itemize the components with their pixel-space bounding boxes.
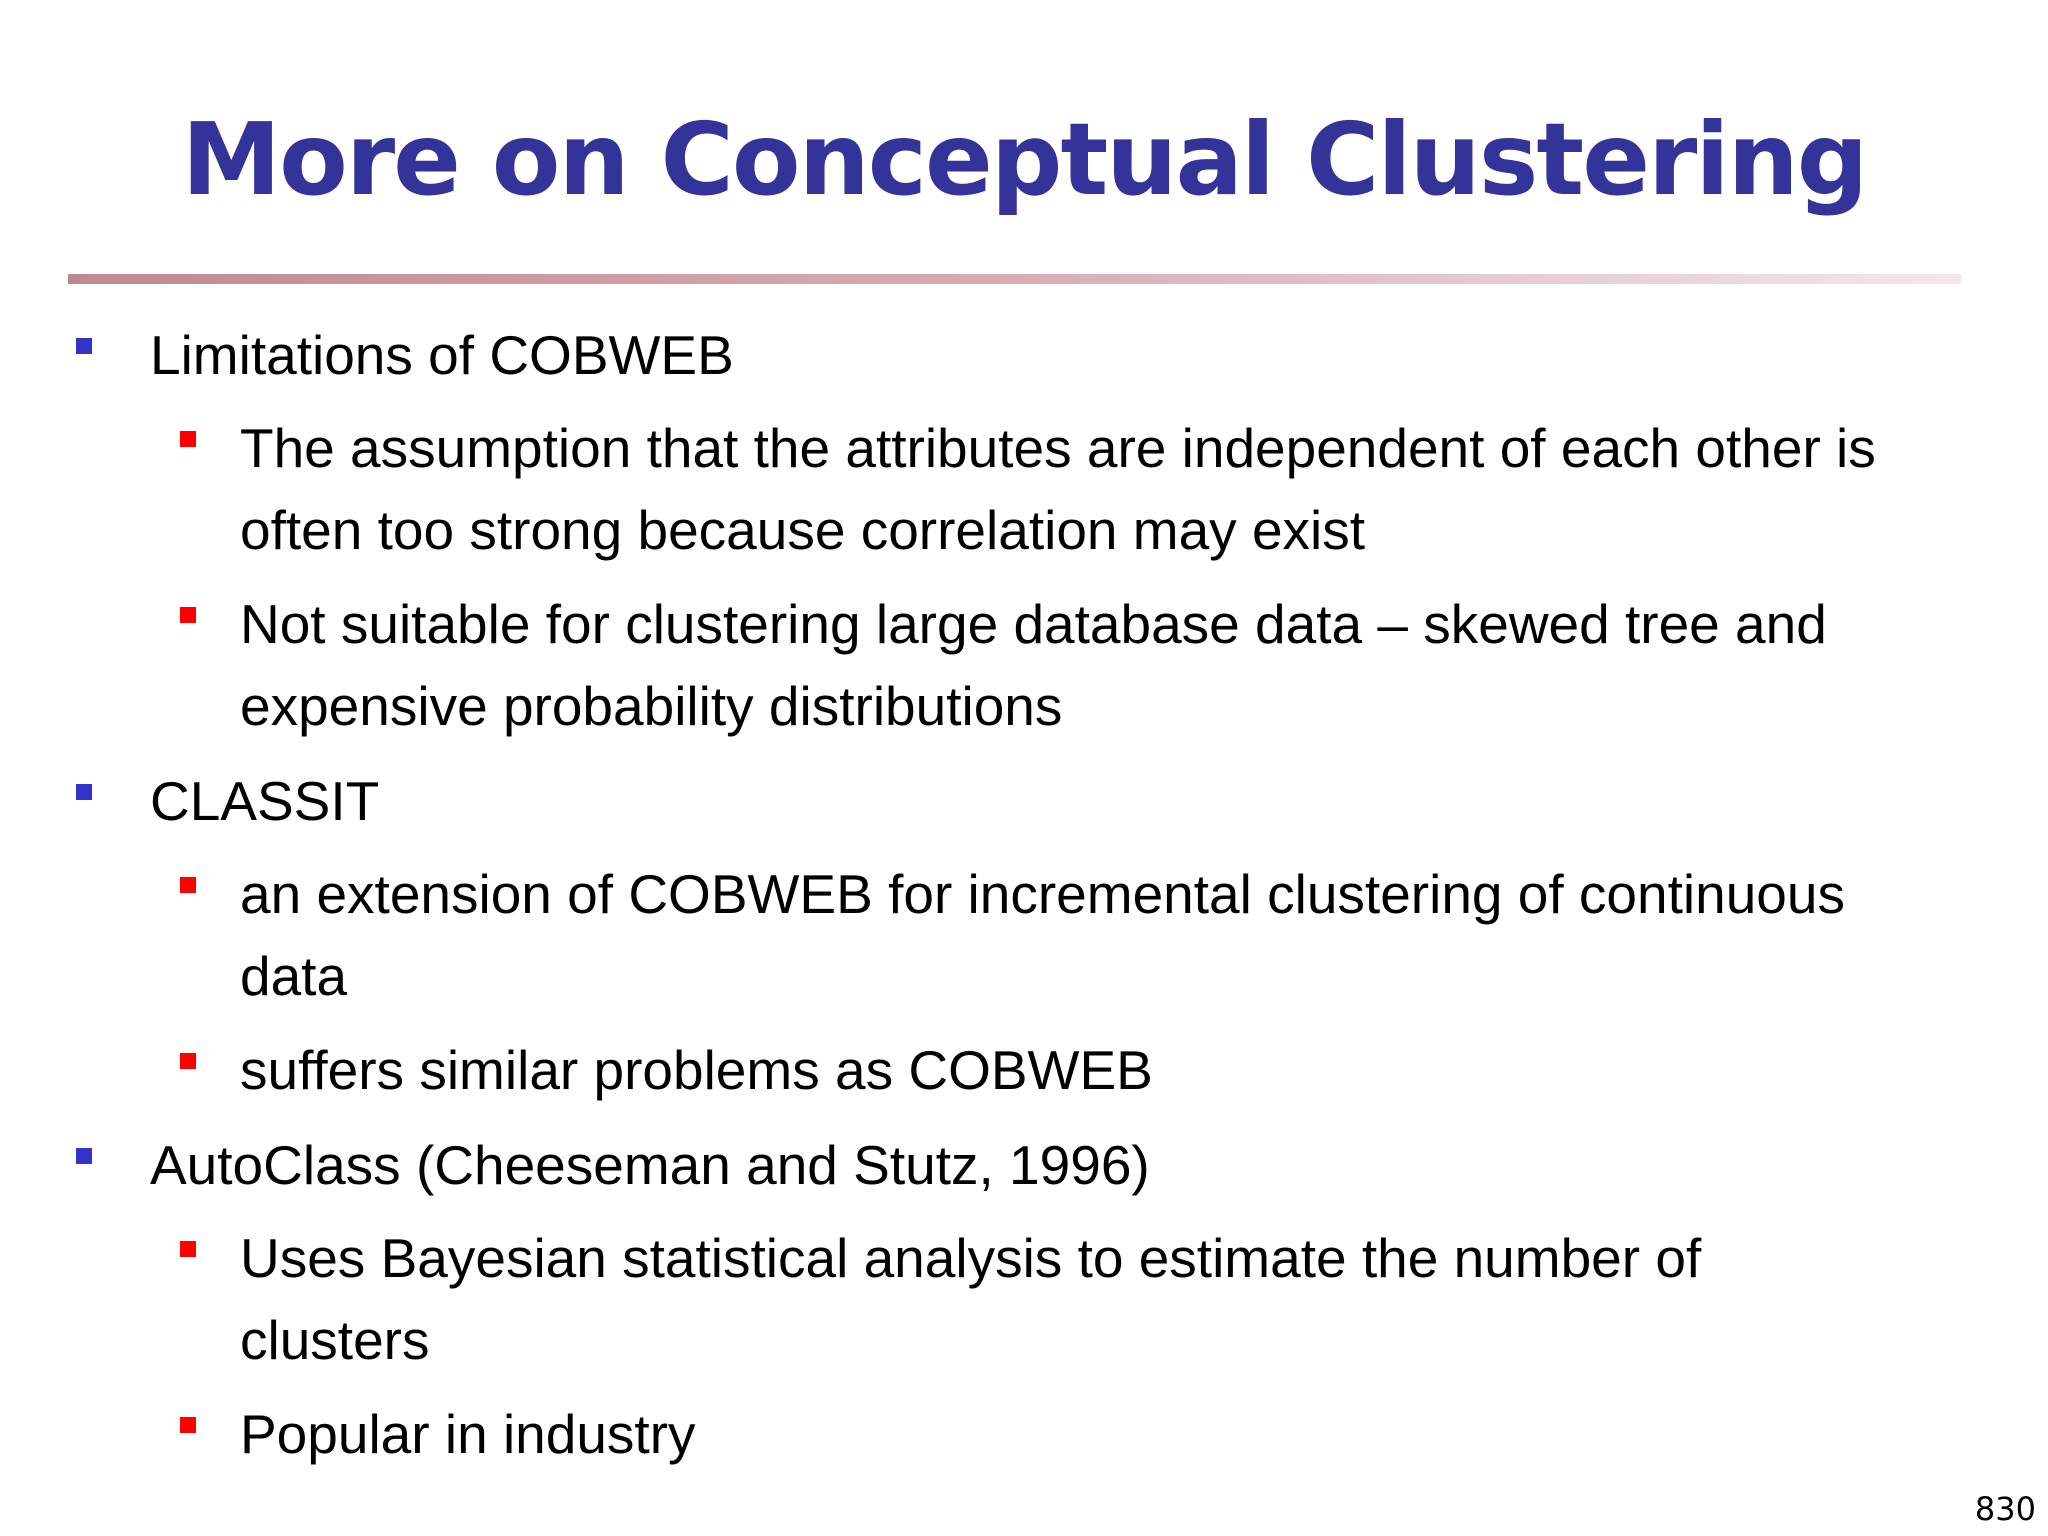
sub-bullet-line: The assumption that the attributes are independent of each other is <box>240 417 1876 479</box>
bullet-item: CLASSIT <box>150 770 380 832</box>
sub-bullet-line: Not suitable for clustering large database data – skewed tree and <box>240 593 1827 655</box>
sub-bullet-line: clusters <box>240 1309 430 1371</box>
sub-bullet-square-icon <box>180 1417 196 1433</box>
bullet-square-icon <box>76 784 92 800</box>
sub-bullet-square-icon <box>180 877 196 893</box>
sub-bullet-square-icon <box>180 431 196 447</box>
sub-bullet-line: suffers similar problems as COBWEB <box>240 1039 1153 1101</box>
page-number: 830 <box>1974 1490 2036 1528</box>
bullet-square-icon <box>76 1148 92 1164</box>
sub-bullet-line: Popular in industry <box>240 1403 696 1465</box>
bullet-item: AutoClass (Cheeseman and Stutz, 1996) <box>150 1134 1150 1196</box>
bullet-square-icon <box>76 338 92 354</box>
sub-bullet-square-icon <box>180 1241 196 1257</box>
sub-bullet-line: expensive probability distributions <box>240 675 1063 737</box>
sub-bullet-square-icon <box>180 1053 196 1069</box>
bullet-item: Limitations of COBWEB <box>150 324 734 386</box>
slide-title: More on Conceptual Clustering <box>181 101 1867 218</box>
sub-bullet-square-icon <box>180 607 196 623</box>
sub-bullet-line: Uses Bayesian statistical analysis to estimate the number of <box>240 1227 1702 1289</box>
sub-bullet-line: data <box>240 945 348 1007</box>
sub-bullet-line: an extension of COBWEB for incremental clustering of continuous <box>240 863 1845 925</box>
sub-bullet-line: often too strong because correlation may exist <box>240 499 1366 561</box>
